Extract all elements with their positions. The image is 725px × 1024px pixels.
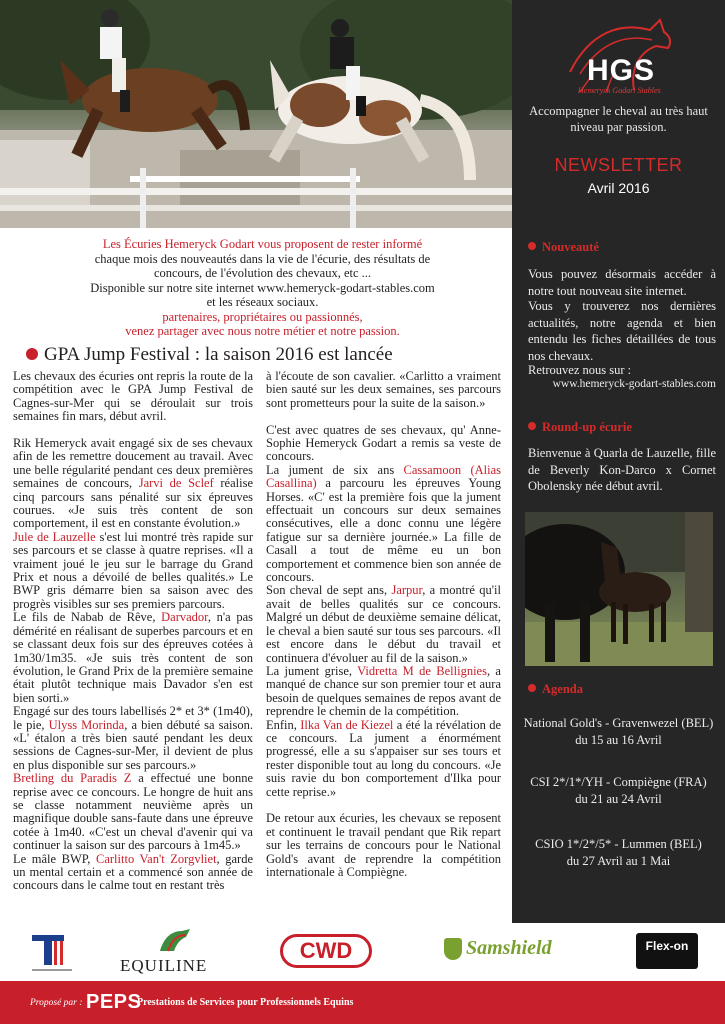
paragraph: C'est avec quatres de ses chevaux, qu' Anne-Sophie Hemeryck Godart a remis sa veste de concours. (266, 422, 501, 464)
agenda-event: CSIO 1*/2*/5* - Lummen (BEL) (535, 837, 702, 851)
roundup-text: Bienvenue à Quarla de Lauzelle, fille de Beverly Kon-Darco x Cornet Obolensky née début avril. (528, 446, 716, 493)
horse-name: Bretling du Paradis Z (13, 771, 132, 786)
horse-name: Ilka Van de Kiezel (300, 717, 394, 732)
samshield-wordmark: Samshield (466, 937, 552, 959)
mare-and-foal-illustration (525, 512, 713, 666)
tattini-logo-icon (28, 931, 78, 977)
peps-logo: PEPS (86, 991, 142, 1013)
equiline-horse-icon (120, 927, 210, 953)
bullet-icon (26, 348, 38, 360)
nouveaute-text-3: Retrouvez nous sur : (528, 363, 632, 377)
foal-photo (525, 512, 713, 666)
paragraph: Jule de Lauzelle s'est lui montré très rapide sur ses parcours et se classe à quatre reprises. «Il a vraiment joué le jeu sur le barrage du Grand Prix et nous a dévoilé de belles qualités.» Le BWP gris démarre bien sa saison avec des progrès visibles sur ses premiers parcours. (13, 529, 253, 611)
paragraph: Le fils de Nabab de Rêve, Darvador, n'a pas démérité en réalisant de superbes parcours et en se classant deux fois sur des épreuves cotées à 1m30/1m35. «Je suis très content de son évolution, le Grand Prix de la première semaine était plutôt technique mais Davador s'en est bien sorti.» (13, 610, 253, 705)
newsletter-date: Avril 2016 (587, 180, 650, 196)
equiline-wordmark: EQUILINE (120, 956, 208, 975)
horse-name: Vidretta M de Bellignies (357, 663, 487, 678)
intro-block (20, 237, 505, 339)
paragraph: Son cheval de sept ans, Jarpur, a montré qu'il avait de belles qualités sur ce concours. Malgré un début de deuxième semaine délicat, le cheval a bien sauté sur tous ses parcours. «Il est encore dans le début du travail et continuera d'évoluer au fil de la saison.» (266, 583, 501, 665)
website-link[interactable]: www.hemeryck-godart-stables.com (552, 378, 716, 390)
intro-line: Les Écuries Hemeryck Godart vous proposent de rester informé (102, 237, 423, 251)
horse-name: Jarpur (391, 583, 423, 598)
bullet-icon (528, 684, 536, 692)
paragraph: Bretling du Paradis Z a effectué une bonne reprise avec ce concours. Le hongre de huit ans se classe notamment neuvième après un magnifique double sans-faute dans une épreuve cotée à 1m40. «C'est un cheval d'avenir qui va continuer la saison sur des parcours à 1m45.» (13, 771, 253, 853)
agenda-dates: du 15 au 16 Avril (575, 733, 662, 747)
sponsor-bar (0, 923, 725, 981)
show-jumping-illustration (0, 0, 512, 228)
hero-photo (0, 0, 512, 228)
nouveaute-text-2: Vous y trouverez nos dernières actualités, notre agenda et bien entendu les fiches détaillées de tous nos chevaux. (528, 299, 716, 363)
paragraph: à l'écoute de son cavalier. «Carlitto a vraiment bien sauté sur les deux semaines, ses parcours sont prometteurs pour la suite de la saison.» (266, 369, 501, 410)
horse-name: Ulyss Morinda (48, 717, 125, 732)
agenda-dates: du 27 Avril au 1 Mai (566, 854, 671, 868)
agenda-event: National Gold's - Gravenwezel (BEL) (523, 716, 714, 730)
intro-line: chaque mois des nouveautés dans la vie de l'écurie, des résultats de (94, 251, 431, 266)
paragraph: Rik Hemeryck avait engagé six de ses chevaux afin de les remettre doucement au travail. Avec une belle régularité pendant ces deux premières semaines de concours, Jarvi de Sclef réalise cinq parcours sans pénalité sur six épreuves courues. «Je suis très content de son comportement, il est en constante évolution.» (13, 436, 254, 531)
horse-name: Cassamoon (Alias Casallina) (266, 462, 501, 491)
paragraph: Enfin, Ilka Van de Kiezel a été la révélation de ce concours. La jument a énormément progressé, elle a su s'appaiser sur ses tours et rester disponible tout au long du concours. «Je suis ravie du bon comportement d'Ilka pour cette reprise.» (266, 717, 501, 799)
nouveaute-text-1: Vous pouvez désormais accéder à notre tout nouveau site internet. (528, 267, 716, 298)
samshield-shield-icon (444, 938, 462, 960)
agenda-heading: Agenda (528, 682, 583, 697)
paragraph: La jument de six ans Cassamoon (Alias Casallina) a parcouru les épreuves Young Horses. «C' est la première fois que la jument effectuait un concours sur deux semaines consécutives, elle a donc connu une légère fatigue sur sa dernière journée.» La fille de Casall a tout de même eu un bon comportement et commence bien son année de concours. (266, 462, 501, 585)
paragraph: Le mâle BWP, Carlitto Van't Zorgvliet, garde un mental certain et a commencé son année de concours dans le calme tout en restant très (13, 851, 253, 893)
samshield-logo (444, 937, 552, 960)
logo-text: HGS (587, 54, 656, 87)
roundup-heading: Round-up écurie (528, 420, 632, 435)
article-column-left (13, 370, 253, 893)
agenda-item (514, 774, 723, 808)
horse-name: Carlitto Van't Zorgvliet (96, 851, 217, 866)
agenda-dates: du 21 au 24 Avril (575, 792, 662, 806)
agenda-event: CSI 2*/1*/YH - Compiègne (FRA) (530, 775, 707, 789)
agenda-item (514, 715, 723, 749)
horse-name: Jarvi de Sclef (138, 476, 214, 491)
intro-line: concours, de l'évolution des chevaux, etc ... (153, 266, 372, 280)
horse-name: Jule de Lauzelle (13, 529, 96, 544)
paragraph: Engagé sur des tours labellisés 2* et 3* (1m40), le pie, Ulyss Morinda, a bien débuté sa saison. «L' étalon a très bien sauté pendant les deux sessions de Cagnes-sur-Mer, il devient de plus en plus disponible sur ses parcours.» (13, 704, 253, 772)
article-title: GPA Jump Festival : la saison 2016 est lancée (26, 344, 393, 366)
nouveaute-heading: Nouveauté (528, 240, 599, 255)
intro-line: venez partager avec nous notre métier et notre passion. (125, 324, 400, 338)
equiline-logo (120, 927, 210, 976)
flex-on-wordmark: Flex-on (645, 939, 689, 953)
cwd-logo (280, 934, 372, 968)
flex-on-logo (636, 933, 698, 969)
bullet-icon (528, 242, 536, 250)
logo-subtitle: Hemeryck Godart Stables (578, 86, 661, 95)
agenda-item (514, 836, 723, 870)
article-column-right (266, 370, 501, 879)
footer-proposed-by: Proposé par : (30, 998, 83, 1008)
cwd-wordmark: CWD (299, 938, 353, 963)
intro-line: et les réseaux sociaux. (206, 295, 319, 309)
bullet-icon (528, 422, 536, 430)
tagline: Accompagner le cheval au très haut niveau par passion. (529, 104, 708, 134)
horse-name: Darvador (161, 610, 208, 625)
footer (0, 981, 725, 1024)
intro-line: partenaires, propriétaires ou passionnés, (162, 309, 363, 324)
newsletter-title: NEWSLETTER (554, 155, 683, 175)
paragraph: La jument grise, Vidretta M de Bellignies, a manqué de chance sur son premier tour et aura besoin de quelques semaines de repos avant de reprendre le chemin de la compétition. (266, 663, 501, 719)
paragraph: De retour aux écuries, les chevaux se reposent et continuent le travail pendant que Rik repart sur les terrains de concours pour le National Gold's avant de reprendre la compétition internationale à Compiègne. (266, 811, 501, 879)
paragraph: Les chevaux des écuries ont repris la route de la compétition avec le GPA Jump Festival de Cagnes-sur-Mer qui se déroulait sur trois semaines fin mars, début avril. (13, 369, 253, 424)
footer-description: Prestations de Services pour Professionnels Equins (137, 997, 354, 1008)
intro-line: Disponible sur notre site internet www.hemeryck-godart-stables.com (90, 280, 435, 295)
